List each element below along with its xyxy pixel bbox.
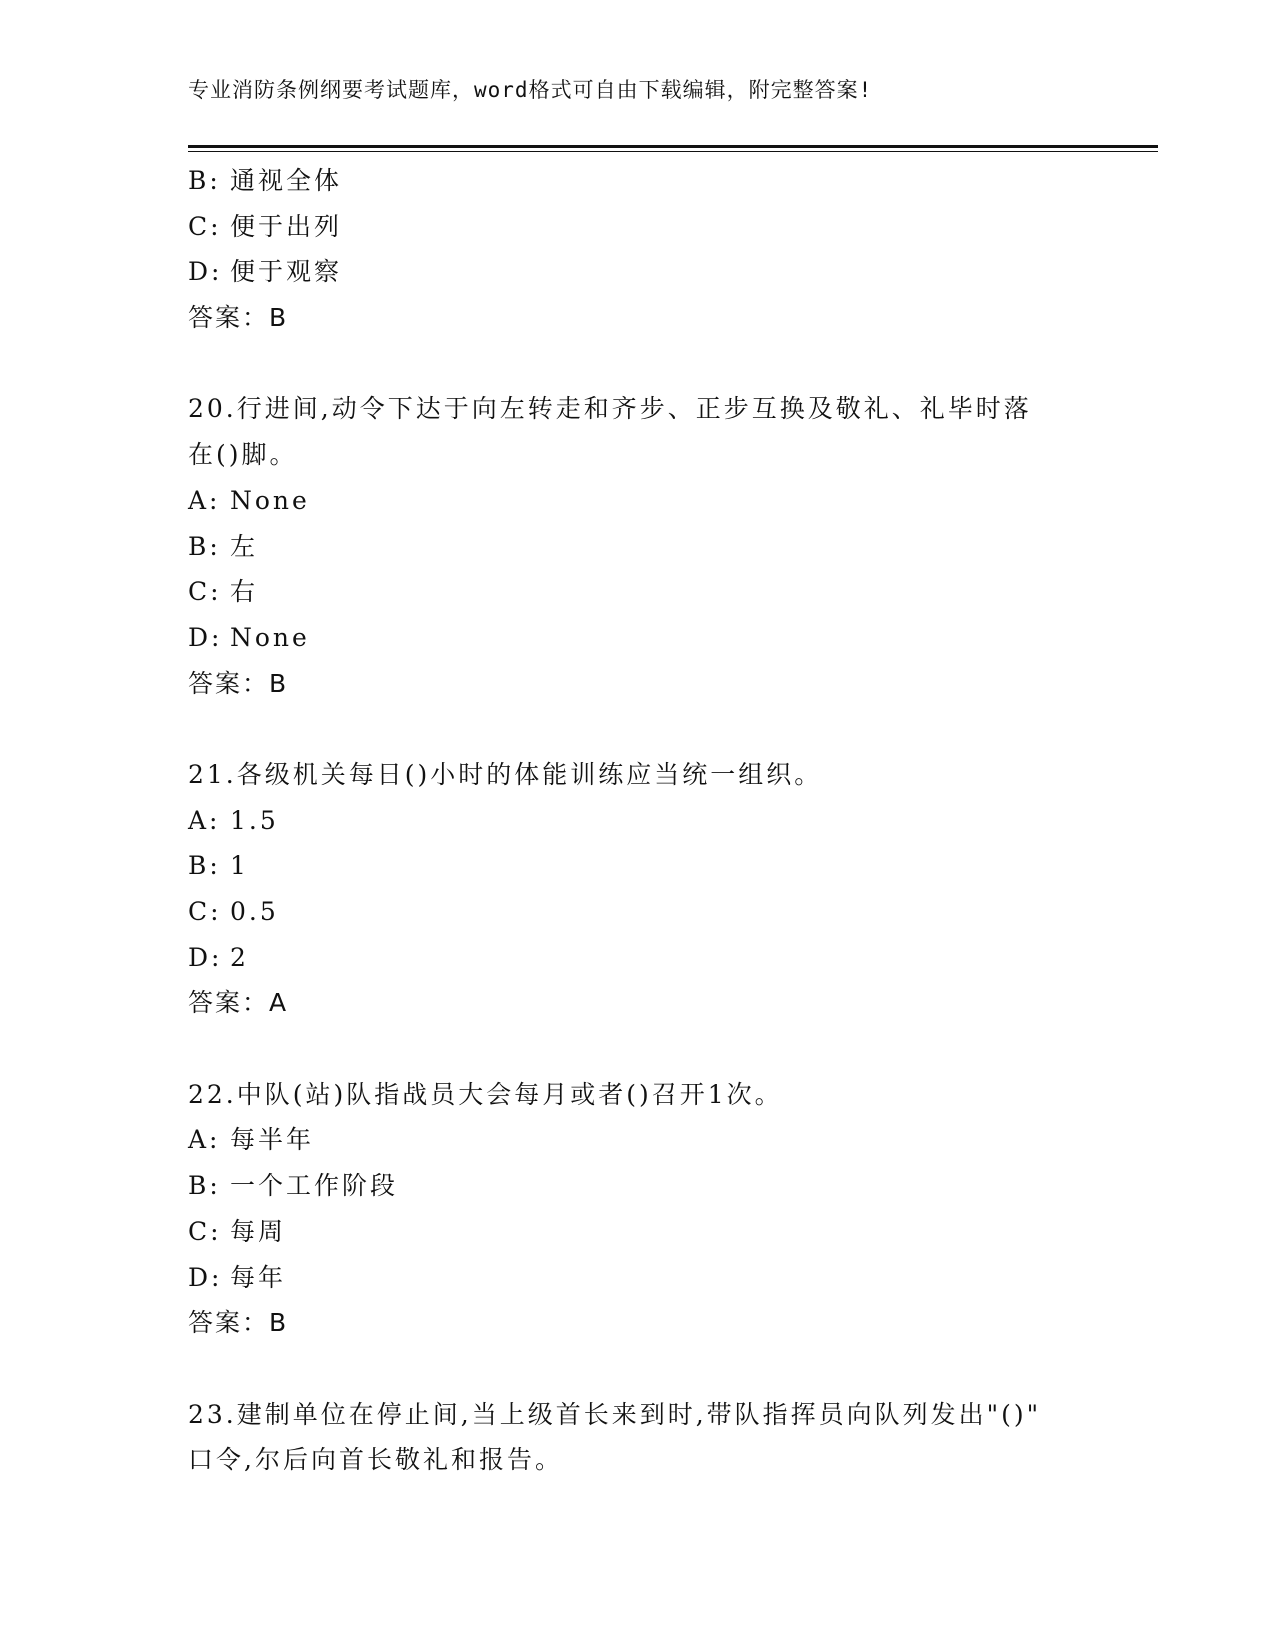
question-stem-continued: 在()脚。 bbox=[188, 440, 298, 470]
option-c: C: 0.5 bbox=[188, 897, 279, 926]
question-spacer bbox=[188, 341, 1088, 387]
question-spacer bbox=[188, 1346, 1088, 1392]
option-b: B: 一个工作阶段 bbox=[188, 1171, 399, 1201]
option-b: B: 左 bbox=[188, 531, 259, 561]
question-spacer bbox=[188, 706, 1088, 752]
header-rule-thin bbox=[188, 151, 1158, 152]
header-rule-thick bbox=[188, 145, 1158, 148]
question-list bbox=[188, 158, 1088, 1483]
option-b: B: 通视全体 bbox=[188, 166, 343, 195]
option-a: A: 每半年 bbox=[188, 1125, 315, 1155]
question-stem: 23.建制单位在停止间,当上级首长来到时,带队指挥员向队列发出"()" bbox=[188, 1399, 1042, 1429]
option-d: D: 便于观察 bbox=[188, 257, 343, 287]
option-b: B: 1 bbox=[188, 851, 249, 881]
option-a: A: 1.5 bbox=[188, 805, 279, 835]
option-c: C: 右 bbox=[188, 577, 259, 607]
answer-line: 答案：B bbox=[188, 303, 289, 333]
question-stem: 20.行进间,动令下达于向左转走和齐步、正步互换及敬礼、礼毕时落 bbox=[188, 394, 1032, 424]
option-d: D: None bbox=[188, 622, 310, 652]
answer-line: 答案：A bbox=[188, 988, 289, 1018]
option-c: C: 每周 bbox=[188, 1216, 287, 1246]
option-d: D: 每年 bbox=[188, 1262, 287, 1292]
question-stem: 22.中队(站)队指战员大会每月或者()召开1次。 bbox=[188, 1079, 783, 1109]
option-c: C: 便于出列 bbox=[188, 211, 343, 241]
answer-line: 答案：B bbox=[188, 1308, 289, 1338]
question-stem: 21.各级机关每日()小时的体能训练应当统一组织。 bbox=[188, 759, 823, 789]
answer-line: 答案：B bbox=[188, 668, 289, 698]
option-a: A: None bbox=[188, 485, 310, 515]
option-d: D: 2 bbox=[188, 942, 249, 972]
question-spacer bbox=[188, 1026, 1088, 1072]
page-header: 专业消防条例纲要考试题库，word格式可自由下载编辑，附完整答案! bbox=[188, 78, 873, 102]
question-stem-continued: 口令,尔后向首长敬礼和报告。 bbox=[188, 1445, 563, 1475]
